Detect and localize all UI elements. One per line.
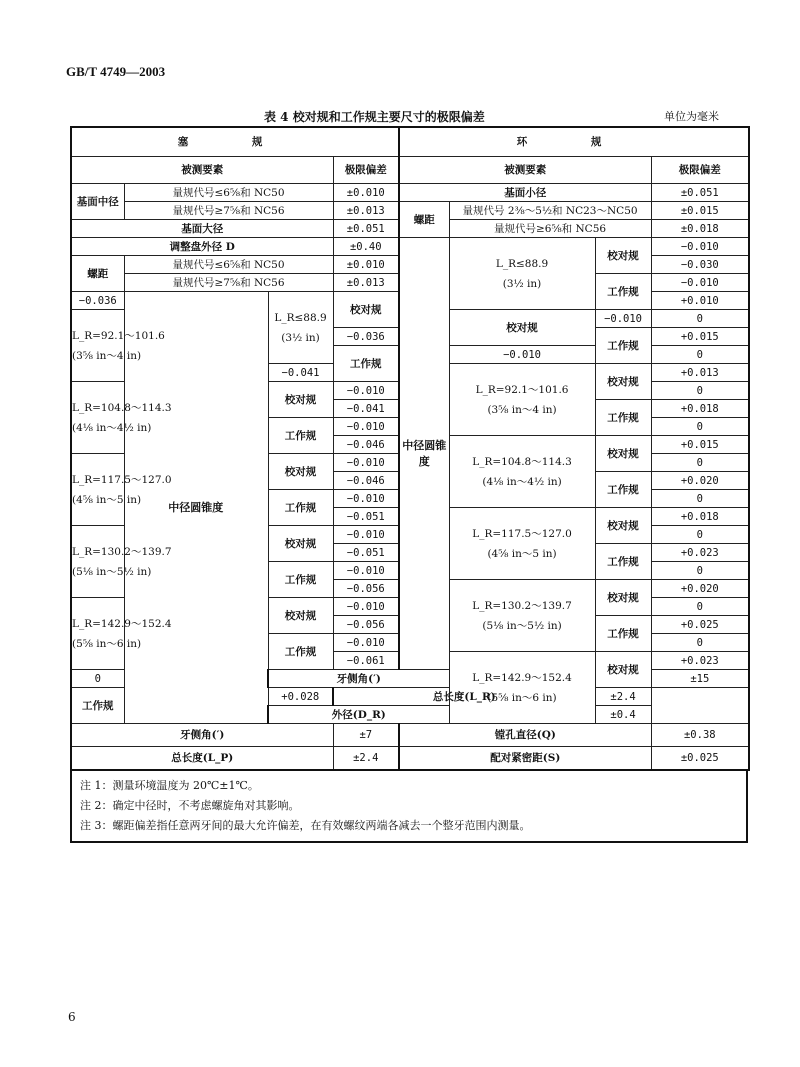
table-cell: 调整盘外径 D <box>71 238 333 256</box>
range-line: L_R=117.5～127.0 <box>72 473 172 486</box>
ring-length-range <box>71 310 165 382</box>
table-cell: 0 <box>651 490 749 508</box>
table-cell: 量规代号≤6⅝和 NC50 <box>124 256 333 274</box>
table-cell: −0.010 <box>333 454 399 472</box>
range-inch: (5⅛ in～5½ in) <box>482 619 562 632</box>
table-cell: 校对规 <box>595 436 651 472</box>
table-cell: 工作规 <box>595 616 651 652</box>
table-cell: −0.041 <box>333 400 399 418</box>
range-inch: (5⅝ in～6 in) <box>72 637 142 650</box>
table-cell: 校对规 <box>595 580 651 616</box>
table-cell: −0.010 <box>333 382 399 400</box>
table-cell: ±15 <box>651 670 749 688</box>
plug-pitch-label: 螺距 <box>71 256 124 292</box>
table-cell: 总长度(L_P) <box>71 747 333 771</box>
ring-length-range <box>71 454 172 526</box>
table-cell: −0.010 <box>333 490 399 508</box>
ring-taper-label: 中径圆锥度 <box>399 238 449 670</box>
range-inch: (5⅝ in～6 in) <box>487 691 557 704</box>
ring-gauge-header: 环 规 <box>399 127 749 157</box>
table-cell: 校对规 <box>595 508 651 544</box>
ring-pitch-label: 螺距 <box>399 202 449 238</box>
table-cell: ±0.013 <box>333 274 399 292</box>
table-cell: 工作规 <box>595 274 651 310</box>
range-line: L_R=104.8～114.3 <box>472 455 572 468</box>
range-inch: (4⅝ in～5 in) <box>72 493 142 506</box>
table-cell: −0.010 <box>333 562 399 580</box>
table-cell: −0.056 <box>333 616 399 634</box>
table-cell: 0 <box>651 598 749 616</box>
table-cell: 牙侧角(′) <box>268 670 449 688</box>
range-line: L_R=142.9～152.4 <box>72 617 172 630</box>
range-line: L_R≤88.9 <box>274 311 327 324</box>
table-cell: −0.056 <box>333 580 399 598</box>
table-cell: ±2.4 <box>333 747 399 771</box>
range-line: L_R=104.8～114.3 <box>72 401 172 414</box>
table-cell: −0.010 <box>333 634 399 652</box>
table-cell: ±7 <box>333 724 399 747</box>
table-cell: +0.025 <box>651 616 749 634</box>
table-cell: −0.041 <box>268 364 333 382</box>
note-2: 注 2：确定中径时，不考虑螺旋角对其影响。 <box>80 799 300 812</box>
plug-length-range <box>449 364 595 436</box>
table-cell: 牙侧角(′) <box>71 724 333 747</box>
ring-length-range <box>71 598 172 670</box>
table-cell: −0.010 <box>333 418 399 436</box>
table-cell: +0.018 <box>651 508 749 526</box>
table-cell: 校对规 <box>595 652 651 688</box>
table-cell: ±0.40 <box>333 238 399 256</box>
table-cell: 量规代号≥6⅝和 NC56 <box>449 220 651 238</box>
table-cell: +0.020 <box>651 472 749 490</box>
table-cell: 工作规 <box>595 544 651 580</box>
range-line: L_R=130.2～139.7 <box>472 599 572 612</box>
table-cell: +0.018 <box>651 400 749 418</box>
table-cell: 镗孔直径(Q) <box>399 724 651 747</box>
table-cell: 工作规 <box>268 562 333 598</box>
table-cell: 工作规 <box>268 490 333 526</box>
table-cell: −0.061 <box>333 652 399 670</box>
table-cell: ±0.051 <box>333 220 399 238</box>
table-title: 表 4 校对规和工作规主要尺寸的极限偏差 <box>264 110 485 124</box>
table-cell: 校对规 <box>449 310 595 346</box>
table-cell: ±0.015 <box>651 202 749 220</box>
table-cell: −0.036 <box>71 292 124 310</box>
table-cell: 量规代号 2⅜～5½和 NC23～NC50 <box>449 202 651 220</box>
table-cell: 工作规 <box>595 400 651 436</box>
table-cell: −0.010 <box>449 346 595 364</box>
table-cell: 0 <box>651 310 749 328</box>
table-cell: +0.028 <box>268 688 333 706</box>
table-cell: ±0.018 <box>651 220 749 238</box>
table-cell: 校对规 <box>333 292 399 328</box>
table-cell: −0.036 <box>333 328 399 346</box>
table-cell: −0.051 <box>333 508 399 526</box>
table-cell: 校对规 <box>268 526 333 562</box>
table-cell: 0 <box>651 346 749 364</box>
table-cell: −0.010 <box>333 526 399 544</box>
table-cell: ±2.4 <box>595 688 651 706</box>
range-inch: (5⅛ in～5½ in) <box>72 565 152 578</box>
table-cell: 基面小径 <box>399 184 651 202</box>
table-cell: ±0.010 <box>333 184 399 202</box>
range-line: L_R=92.1～101.6 <box>475 383 569 396</box>
table-cell: ±0.051 <box>651 184 749 202</box>
left-col-item: 被测要素 <box>71 157 333 184</box>
range-inch: (3½ in) <box>502 277 542 290</box>
range-line: L_R≤88.9 <box>495 257 549 270</box>
notes-box <box>70 771 748 843</box>
table-cell: −0.010 <box>595 310 651 328</box>
unit-note: 单位为毫米 <box>664 110 719 123</box>
table-cell: ±0.010 <box>333 256 399 274</box>
table-cell: −0.030 <box>651 256 749 274</box>
table-cell: 0 <box>651 562 749 580</box>
ring-length-range <box>449 238 595 310</box>
plug-gauge-header: 塞 规 <box>71 127 399 157</box>
table-cell: +0.023 <box>651 652 749 670</box>
range-line: L_R=142.9～152.4 <box>472 671 572 684</box>
table-row <box>71 157 749 184</box>
table-cell: 工作规 <box>333 346 399 382</box>
note-3: 注 3：螺距偏差指任意两牙间的最大允许偏差，在有效螺纹两端各减去一个整牙范围内测量。 <box>80 819 531 832</box>
table-cell: 基面大径 <box>71 220 333 238</box>
range-line: L_R=92.1～101.6 <box>72 329 165 342</box>
table-cell: 工作规 <box>268 418 333 454</box>
range-inch: (3⅝ in～4 in) <box>487 403 557 416</box>
table-cell: 校对规 <box>595 364 651 400</box>
range-inch: (4⅛ in～4½ in) <box>482 475 562 488</box>
table-cell: ±0.025 <box>651 747 749 771</box>
range-inch: (4⅝ in～5 in) <box>487 547 557 560</box>
table-cell: +0.020 <box>651 580 749 598</box>
table-cell: −0.010 <box>333 598 399 616</box>
range-line: L_R=130.2～139.7 <box>72 545 172 558</box>
right-col-item: 被测要素 <box>399 157 651 184</box>
table-cell: 量规代号≥7⅝和 NC56 <box>124 202 333 220</box>
range-line: L_R=117.5～127.0 <box>472 527 572 540</box>
table-cell: 工作规 <box>595 472 651 508</box>
left-col-dev: 极限偏差 <box>333 157 399 184</box>
table-cell: −0.046 <box>333 436 399 454</box>
table-cell: 工作规 <box>595 328 651 364</box>
table-cell: ±0.4 <box>595 706 651 724</box>
table-cell: +0.010 <box>651 292 749 310</box>
table-row <box>71 184 749 202</box>
table-row <box>71 202 749 220</box>
table-cell: 0 <box>71 670 124 688</box>
table-cell: 0 <box>651 382 749 400</box>
plug-length-range <box>449 508 595 580</box>
table-cell: +0.015 <box>651 436 749 454</box>
table-cell: 校对规 <box>268 454 333 490</box>
table-cell: +0.015 <box>651 328 749 346</box>
ring-length-range <box>71 382 172 454</box>
tolerance-table <box>70 126 750 771</box>
table-cell: 工作规 <box>71 688 124 724</box>
table-cell: 量规代号≥7⅝和 NC56 <box>124 274 333 292</box>
table-cell: 配对紧密距(S) <box>399 747 651 771</box>
table-cell: −0.010 <box>651 274 749 292</box>
page-number: 6 <box>68 1010 76 1024</box>
plug-length-range <box>268 292 333 364</box>
table-cell: −0.046 <box>333 472 399 490</box>
table-cell: 外径(D_R) <box>268 706 449 724</box>
table-cell: 0 <box>651 418 749 436</box>
plug-length-range <box>449 436 595 508</box>
table-cell: 量规代号≤6⅝和 NC50 <box>124 184 333 202</box>
table-cell: 0 <box>651 526 749 544</box>
range-inch: (4⅛ in～4½ in) <box>72 421 152 434</box>
table-row <box>71 127 749 157</box>
table-cell: 0 <box>651 454 749 472</box>
table-cell: +0.013 <box>651 364 749 382</box>
table-cell: 总长度(L_R) <box>333 688 595 706</box>
pitch-diameter-label: 基面中径 <box>71 184 124 220</box>
ring-length-range <box>71 526 172 598</box>
range-inch: (3½ in) <box>281 331 320 344</box>
table-cell: 工作规 <box>268 634 333 670</box>
table-cell: 校对规 <box>268 598 333 634</box>
range-inch: (3⅝ in～4 in) <box>72 349 142 362</box>
table-cell: +0.023 <box>651 544 749 562</box>
table-cell: ±0.013 <box>333 202 399 220</box>
standard-number: GB/T 4749—2003 <box>66 64 166 79</box>
table-cell: 校对规 <box>595 238 651 274</box>
plug-length-range <box>449 580 595 652</box>
right-col-dev: 极限偏差 <box>651 157 749 184</box>
table-cell: −0.010 <box>651 238 749 256</box>
plug-taper-label: 中径圆锥度 <box>124 292 268 724</box>
note-1: 注 1：测量环境温度为 20℃±1℃。 <box>80 779 259 792</box>
table-row <box>71 238 749 256</box>
table-cell: 0 <box>651 634 749 652</box>
table-cell: ±0.38 <box>651 724 749 747</box>
table-cell: −0.051 <box>333 544 399 562</box>
table-cell: 校对规 <box>268 382 333 418</box>
